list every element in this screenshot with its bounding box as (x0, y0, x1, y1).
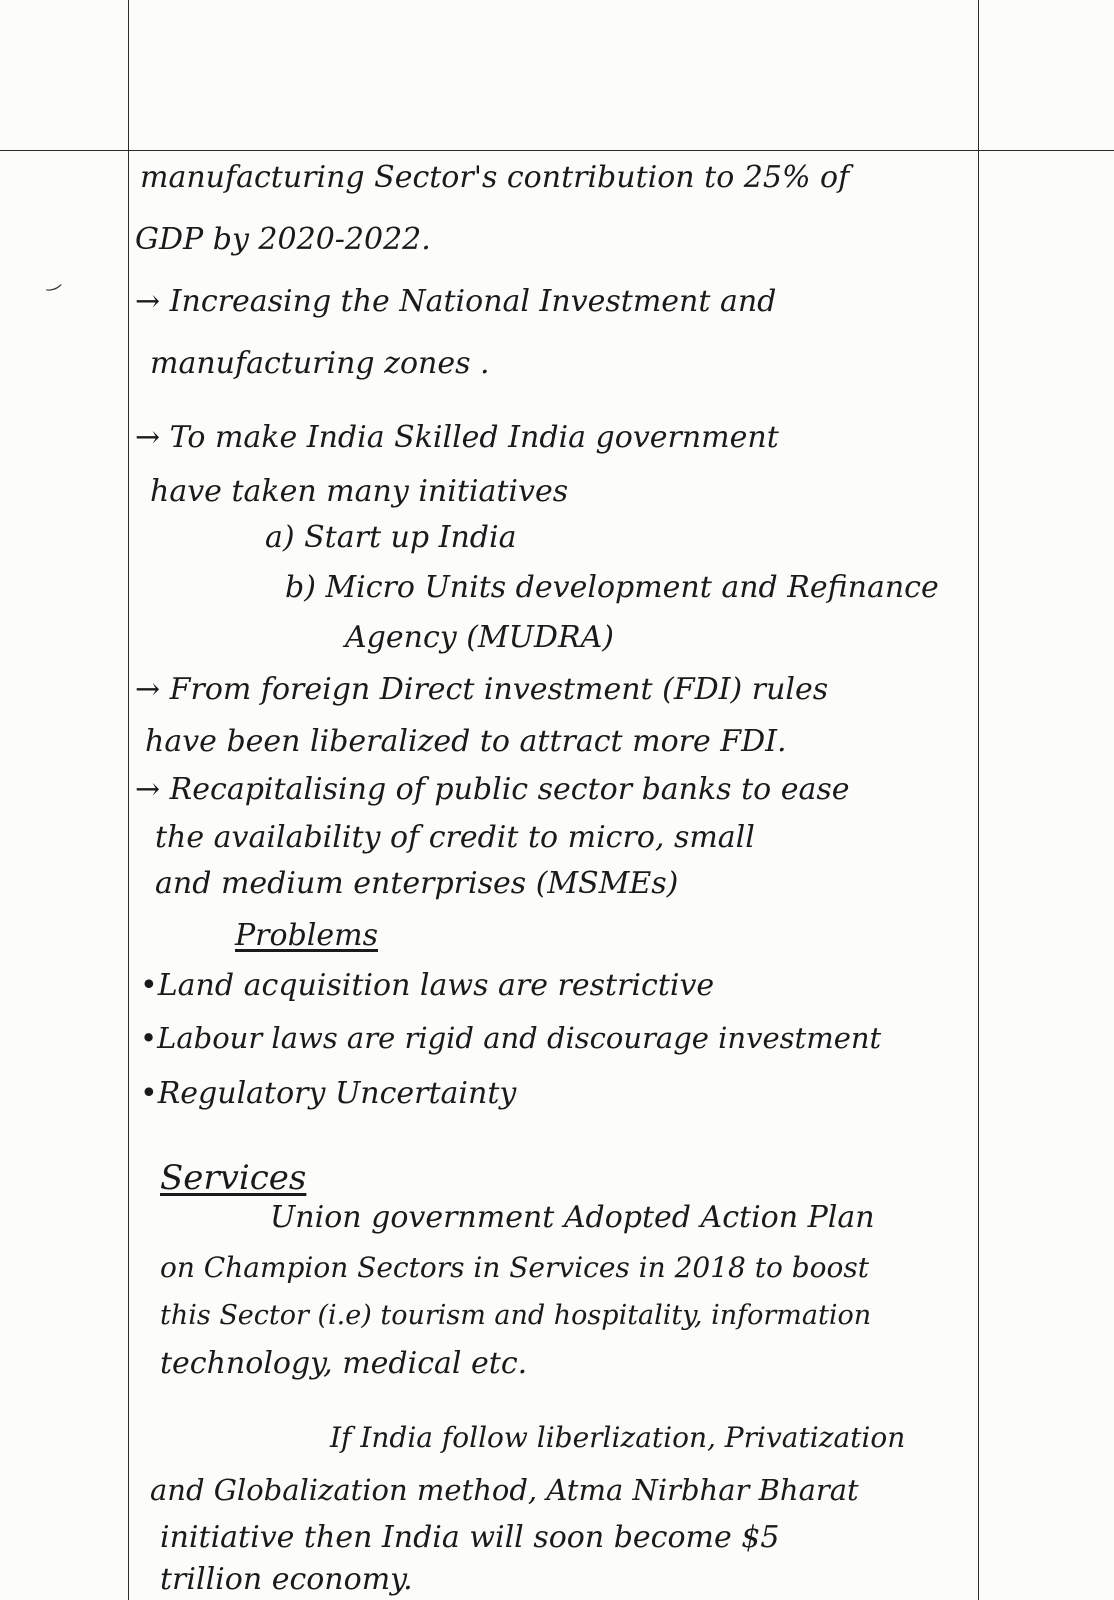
note-line-14: and medium enterprises (MSMEs) (155, 866, 679, 901)
note-line-1: manufacturing Sector's contribution to 25% of (140, 160, 850, 195)
note-line-3: → Increasing the National Investment and (135, 284, 777, 319)
stray-pen-mark: ‿ (40, 268, 62, 293)
note-line-6: have taken many initiatives (150, 474, 569, 509)
note-line-22: this Sector (i.e) tourism and hospitality, information (160, 1300, 872, 1331)
note-line-16: •Land acquisition laws are restrictive (140, 968, 715, 1003)
note-line-17: •Labour laws are rigid and discourage investment (140, 1021, 882, 1055)
note-line-7: a) Start up India (265, 520, 517, 555)
note-line-12: → Recapitalising of public sector banks to ease (135, 772, 850, 807)
top-ruled-line (0, 150, 1114, 151)
note-line-5: → To make India Skilled India government (135, 420, 779, 455)
note-line-18: •Regulatory Uncertainty (140, 1076, 517, 1111)
note-line-13: the availability of credit to micro, small (155, 820, 755, 855)
note-line-21: on Champion Sectors in Services in 2018 to boost (160, 1251, 869, 1284)
note-line-23: technology, medical etc. (160, 1346, 528, 1381)
heading-problems: Problems (235, 918, 378, 953)
note-line-20: Union government Adopted Action Plan (270, 1200, 875, 1235)
note-line-4: manufacturing zones . (150, 346, 490, 381)
note-line-25: and Globalization method, Atma Nirbhar Bharat (150, 1473, 859, 1507)
note-line-2: GDP by 2020-2022. (135, 222, 431, 257)
note-line-24: If India follow liberlization, Privatization (330, 1421, 906, 1454)
note-line-27: trillion economy. (160, 1562, 413, 1597)
note-line-9: Agency (MUDRA) (345, 620, 614, 655)
note-line-10: → From foreign Direct investment (FDI) rules (135, 672, 829, 707)
note-line-8: b) Micro Units development and Refinance (285, 570, 939, 605)
note-line-26: initiative then India will soon become $5 (160, 1520, 780, 1555)
heading-services: Services (160, 1158, 307, 1198)
note-line-11: have been liberalized to attract more FDI. (145, 724, 787, 759)
